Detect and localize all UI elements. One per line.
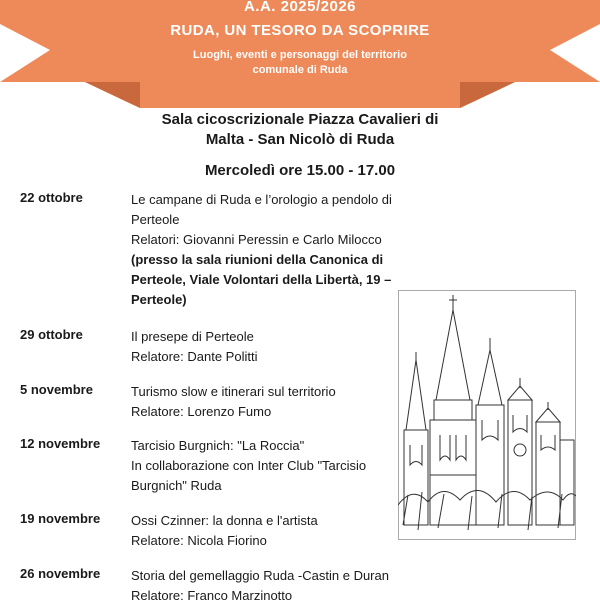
event-description bbox=[131, 436, 431, 496]
event-speakers: Relatori: Giovanni Peressin e Carlo Milocco bbox=[131, 232, 382, 247]
event-location-note: Perteole, Viale Volontari della Libertà, 19 – bbox=[131, 272, 392, 287]
event-title: Le campane di Ruda e l’orologio a pendolo di bbox=[131, 192, 392, 207]
subtitle-line: comunale di Ruda bbox=[252, 64, 348, 76]
event-date: 26 novembre bbox=[20, 566, 101, 581]
event-title: Il presepe di Perteole bbox=[131, 329, 254, 344]
venue-line: Malta - San Nicolò di Ruda bbox=[205, 131, 395, 148]
event-speakers: Relatore: Nicola Fiorino bbox=[131, 533, 267, 548]
event-collaboration: In collaborazione con Inter Club "Tarcisio bbox=[131, 458, 367, 473]
event-title: Ossi Czinner: la donna e l'artista bbox=[131, 513, 318, 528]
schedule-time: Mercoledì ore 15.00 - 17.00 bbox=[204, 162, 396, 179]
banner-fold-left bbox=[85, 82, 140, 108]
event-title: Tarcisio Burgnich: "La Roccia" bbox=[131, 438, 305, 453]
event-title: Storia del gemellaggio Ruda -Castin e Duran bbox=[131, 568, 389, 583]
venue-line: Sala cicoscrizionale Piazza Cavalieri di bbox=[161, 111, 439, 128]
event-date: 12 novembre bbox=[20, 436, 101, 451]
event-series-subtitle bbox=[0, 48, 600, 78]
event-description bbox=[131, 190, 431, 310]
event-speakers: Relatore: Lorenzo Fumo bbox=[131, 404, 272, 419]
event-date: 5 novembre bbox=[20, 382, 93, 397]
event-location-note: Perteole) bbox=[131, 292, 187, 307]
event-title: Turismo slow e itinerari sul territorio bbox=[131, 384, 336, 399]
event-location-note: (presso la sala riunioni della Canonica di bbox=[131, 252, 384, 267]
event-collaboration: Burgnich" Ruda bbox=[131, 478, 222, 493]
event-date: 29 ottobre bbox=[20, 327, 83, 342]
event-series-title: RUDA, UN TESORO DA SCOPRIRE bbox=[170, 22, 430, 39]
academic-year: A.A. 2025/2026 bbox=[243, 0, 357, 15]
event-speakers: Relatore: Franco Marzinotto bbox=[131, 588, 293, 603]
event-title: Perteole bbox=[131, 212, 180, 227]
event-date: 19 novembre bbox=[20, 511, 101, 526]
banner-fold-right bbox=[460, 82, 515, 108]
event-description bbox=[131, 566, 431, 606]
venue bbox=[0, 110, 600, 150]
event-speakers: Relatore: Dante Politti bbox=[131, 349, 258, 364]
event-date: 22 ottobre bbox=[20, 190, 83, 205]
event-description bbox=[131, 327, 431, 367]
subtitle-line: Luoghi, eventi e personaggi del territorio bbox=[193, 49, 407, 61]
event-description bbox=[131, 511, 431, 551]
event-description bbox=[131, 382, 431, 422]
church-sketch-image bbox=[398, 290, 576, 540]
